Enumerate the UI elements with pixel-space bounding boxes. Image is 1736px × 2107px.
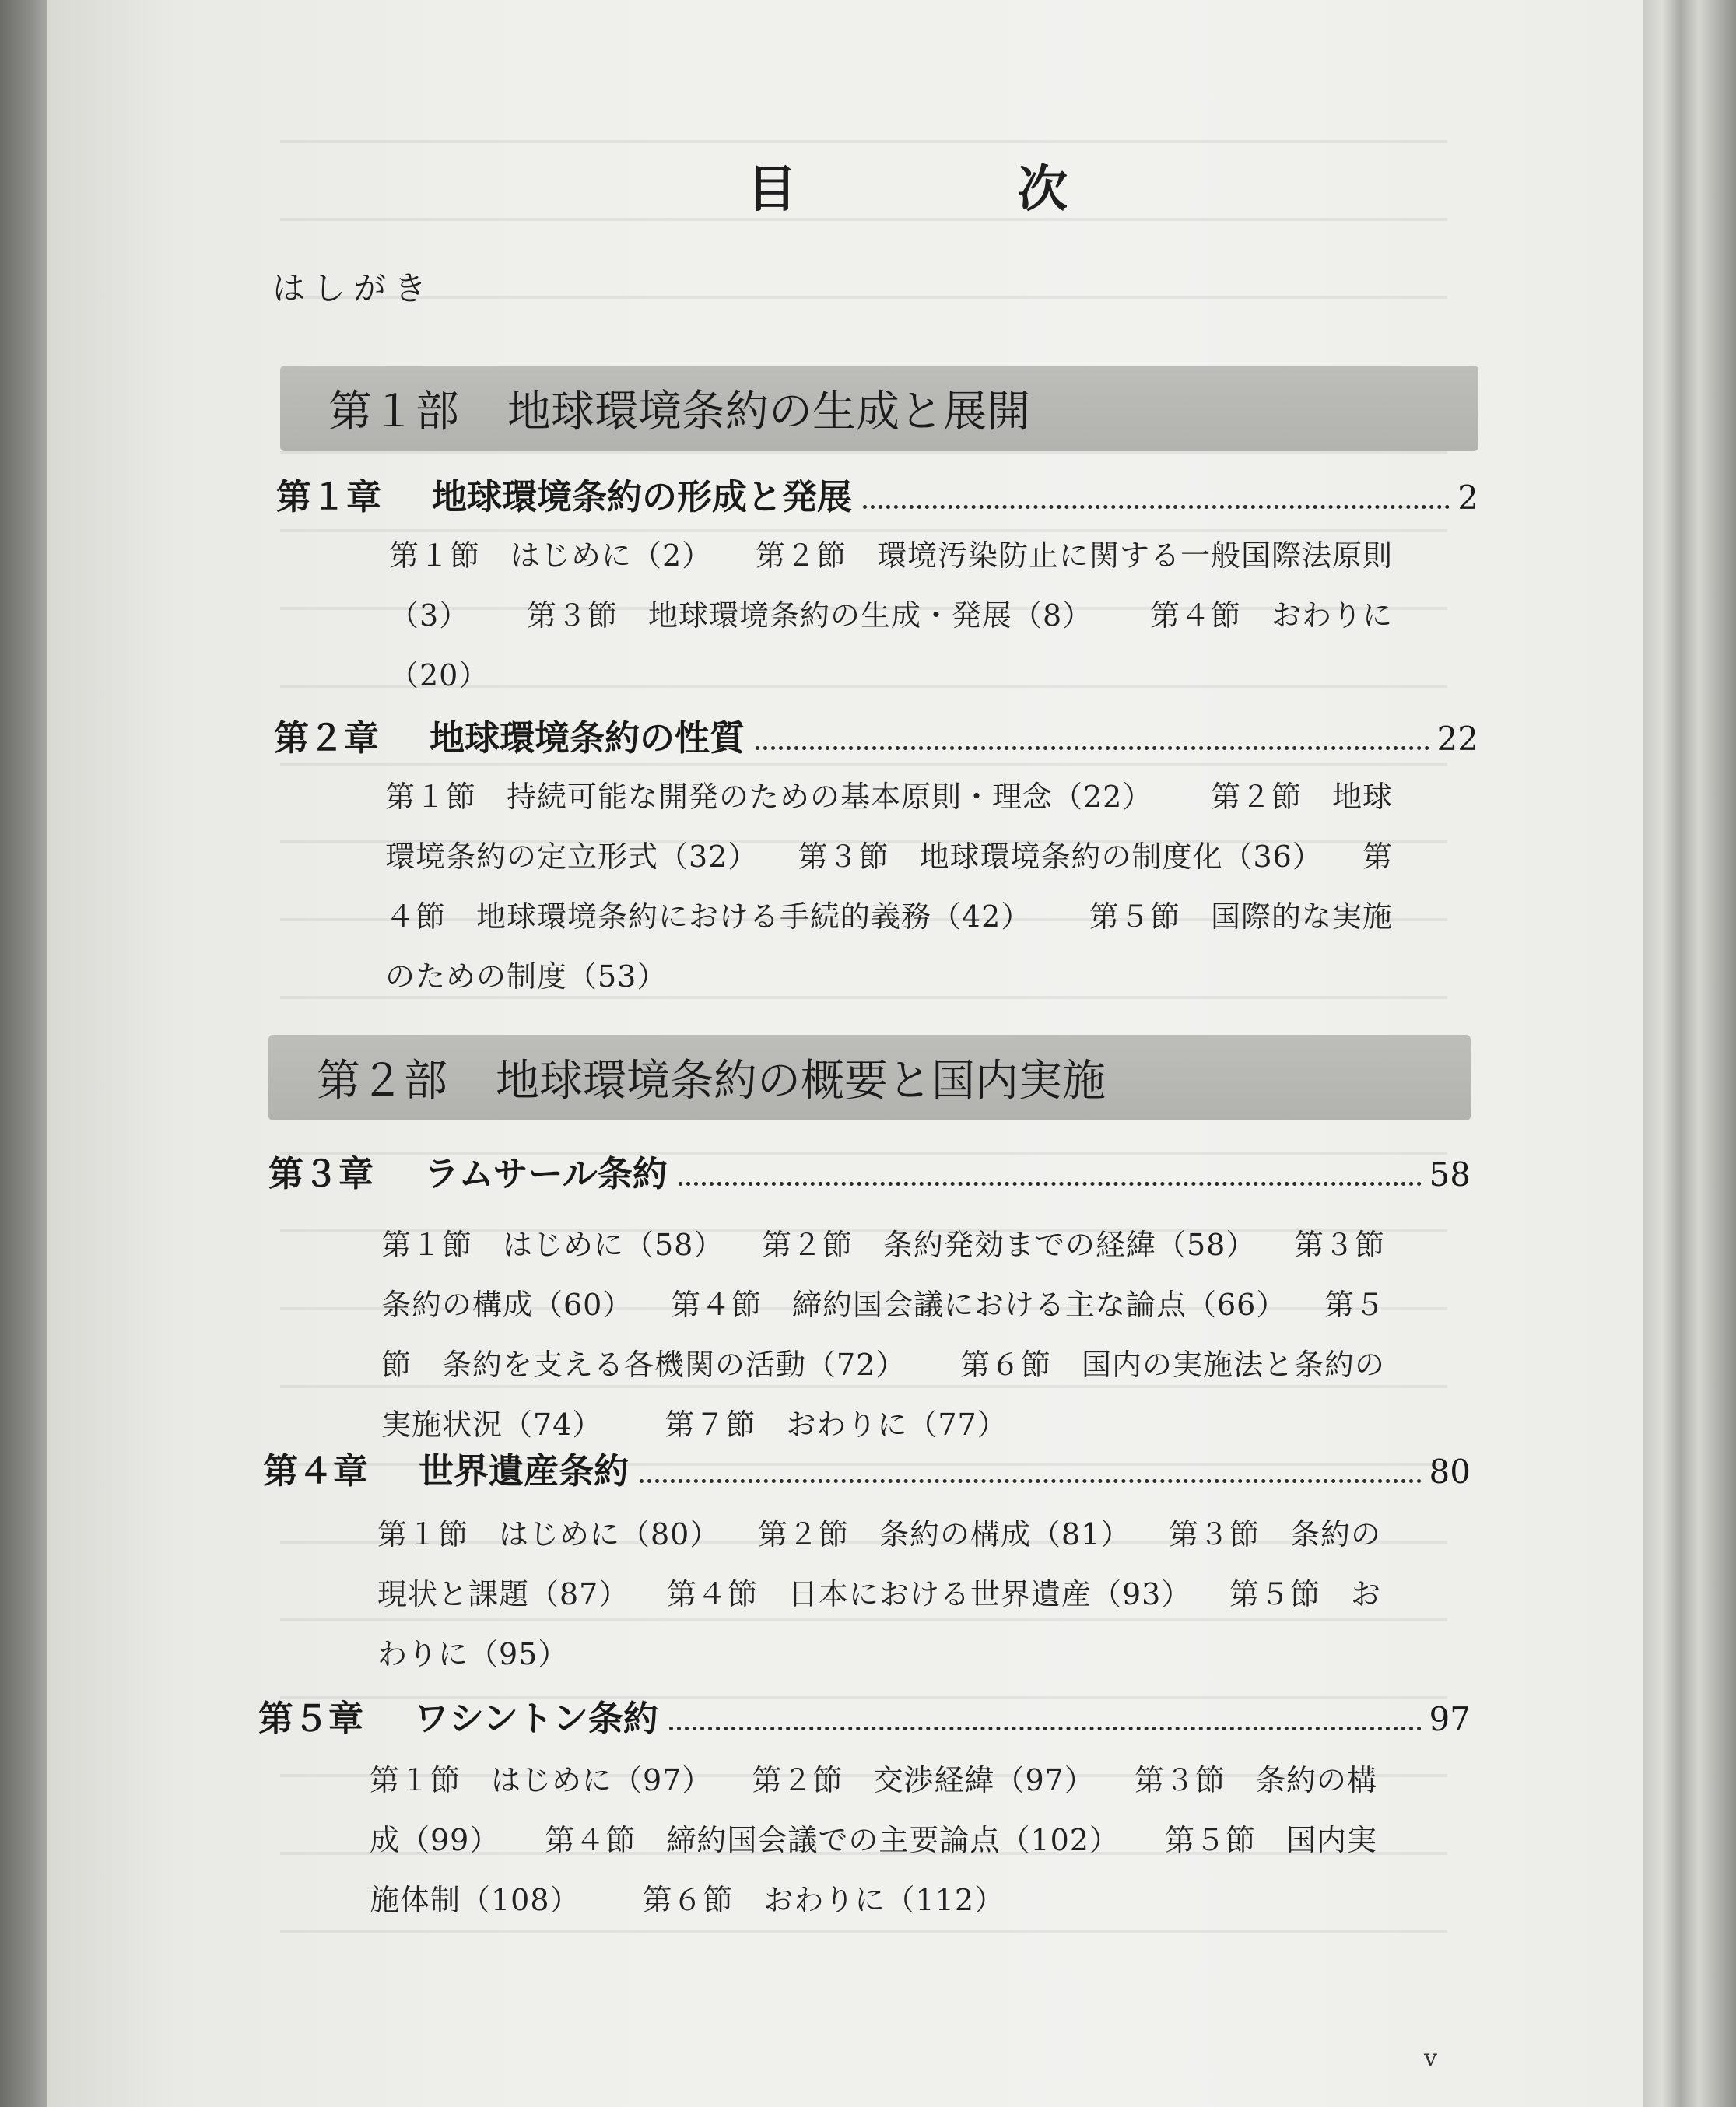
part-label: 地球環境条約の概要と国内実施 (496, 1056, 1106, 1106)
chapter-title: ラムサール条約 (424, 1153, 668, 1194)
chapter-2-entry[interactable] (274, 710, 1478, 760)
section-item[interactable]: 第１節 はじめに（97） (370, 1763, 713, 1797)
section-line (377, 1505, 1381, 1565)
section-item[interactable]: 第５節 国内実 (1164, 1823, 1377, 1857)
section-line (370, 1751, 1377, 1811)
section-item[interactable]: 第４節 締約国会議での主要論点（102） (545, 1823, 1120, 1857)
chapter-number: 第１章 (276, 476, 382, 517)
section-item[interactable]: 第４節 おわりに (1149, 598, 1393, 633)
part-label: 地球環境条約の生成と展開 (507, 387, 1030, 437)
section-item[interactable]: 第６節 国内の実施法と条約の (959, 1348, 1385, 1382)
chapter-5-entry[interactable] (258, 1690, 1471, 1741)
section-item[interactable]: 第７節 おわりに（77） (665, 1408, 1008, 1442)
section-item[interactable]: 第３節 (1293, 1228, 1385, 1262)
chapter-3-entry[interactable] (268, 1145, 1471, 1196)
section-item[interactable]: 第５節 お (1229, 1577, 1381, 1611)
section-item[interactable]: 施体制（108） (370, 1883, 580, 1917)
section-item[interactable]: 第５節 国際的な実施 (1089, 899, 1393, 934)
section-item[interactable]: 条約の構成（60） (381, 1288, 633, 1322)
chapter-5-sections (370, 1751, 1377, 1930)
section-item[interactable]: 第６節 おわりに（112） (642, 1883, 1005, 1917)
page-folio: v (1424, 2045, 1437, 2072)
section-line (377, 1565, 1381, 1625)
section-item: のための制度（53） (385, 959, 668, 994)
section-item[interactable]: 成（99） (370, 1823, 500, 1857)
section-line (385, 827, 1393, 887)
chapter-title: ワシントン条約 (414, 1698, 658, 1739)
section-item[interactable]: 第２節 条約発効までの経緯（58） (761, 1228, 1257, 1262)
section-item[interactable]: 第３節 地球環境条約の生成・発展（8） (526, 598, 1093, 633)
chapter-4-sections (377, 1505, 1381, 1685)
section-line (381, 1335, 1385, 1395)
part-number: 第１部 (328, 387, 459, 437)
section-line (385, 767, 1393, 827)
part-1-band[interactable] (280, 366, 1478, 451)
section-item[interactable]: 第 (1362, 840, 1393, 874)
section-item[interactable]: 第３節 条約の構 (1134, 1763, 1377, 1797)
section-item[interactable]: 第５ (1324, 1288, 1385, 1322)
chapter-4-entry[interactable] (263, 1443, 1471, 1493)
section-line (389, 526, 1393, 586)
page-stack-edge (1643, 0, 1736, 2107)
chapter-number: 第２章 (274, 717, 380, 759)
section-item: （20） (389, 658, 489, 692)
section-item[interactable]: 第４節 日本における世界遺産（93） (666, 1577, 1192, 1611)
dot-leader (640, 1479, 1422, 1483)
chapter-number: 第４章 (263, 1450, 369, 1492)
section-item[interactable]: 第２節 条約の構成（81） (757, 1517, 1131, 1551)
preface-entry[interactable]: はしがき (272, 269, 435, 307)
part-number: 第２部 (317, 1056, 447, 1106)
chapter-number: 第３章 (268, 1153, 374, 1194)
section-line (370, 1870, 1377, 1930)
section-item[interactable]: 節 条約を支える各機関の活動（72） (381, 1348, 907, 1382)
section-line (370, 1811, 1377, 1870)
page-title: 目 次 (747, 160, 1153, 219)
section-item[interactable]: 第２節 環境汚染防止に関する一般国際法原則 (755, 538, 1393, 573)
section-item[interactable]: 現状と課題（87） (377, 1577, 630, 1611)
section-item[interactable]: （3） (389, 598, 470, 633)
chapter-title: 世界遺産条約 (419, 1450, 630, 1492)
section-item[interactable]: 実施状況（74） (381, 1408, 603, 1442)
section-item[interactable]: 環境条約の定立形式（32） (385, 840, 759, 874)
section-item[interactable]: 第２節 地球 (1210, 780, 1393, 814)
section-item[interactable]: 第１節 はじめに（2） (389, 538, 713, 573)
section-item[interactable]: 第１節 持続可能な開発のための基本原則・理念（22） (385, 780, 1153, 814)
section-item[interactable]: 第１節 はじめに（58） (381, 1228, 724, 1262)
section-line (389, 646, 1393, 706)
chapter-page-number: 2 (1457, 479, 1478, 517)
chapter-page-number: 58 (1429, 1155, 1471, 1194)
section-line (389, 586, 1393, 646)
section-item[interactable]: 第２節 交渉経緯（97） (752, 1763, 1095, 1797)
dot-leader (669, 1727, 1422, 1730)
dot-leader (863, 505, 1450, 509)
section-item[interactable]: 第４節 締約国会議における主な論点（66） (670, 1288, 1287, 1322)
chapter-title: 地球環境条約の性質 (430, 717, 745, 759)
part-2-band[interactable] (268, 1035, 1471, 1120)
chapter-page-number: 80 (1429, 1453, 1471, 1491)
dot-leader (756, 746, 1429, 750)
dot-leader (679, 1182, 1422, 1186)
section-item[interactable]: ４節 地球環境条約における手続的義務（42） (385, 899, 1032, 934)
chapter-2-sections (385, 767, 1393, 1007)
section-line (385, 947, 1393, 1007)
section-item: わりに（95） (377, 1637, 569, 1671)
section-line (381, 1275, 1385, 1335)
chapter-title: 地球環境条約の形成と発展 (432, 476, 853, 517)
chapter-1-entry[interactable] (276, 468, 1478, 519)
chapter-3-sections (381, 1215, 1385, 1455)
section-item[interactable]: 第３節 条約の (1168, 1517, 1381, 1551)
section-line (377, 1625, 1381, 1685)
chapter-page-number: 97 (1429, 1700, 1471, 1738)
section-line (381, 1215, 1385, 1275)
section-item[interactable]: 第３節 地球環境条約の制度化（36） (798, 840, 1323, 874)
section-line (385, 887, 1393, 947)
section-item[interactable]: 第１節 はじめに（80） (377, 1517, 721, 1551)
chapter-1-sections (389, 526, 1393, 706)
chapter-page-number: 22 (1436, 720, 1478, 758)
chapter-number: 第５章 (258, 1698, 364, 1739)
